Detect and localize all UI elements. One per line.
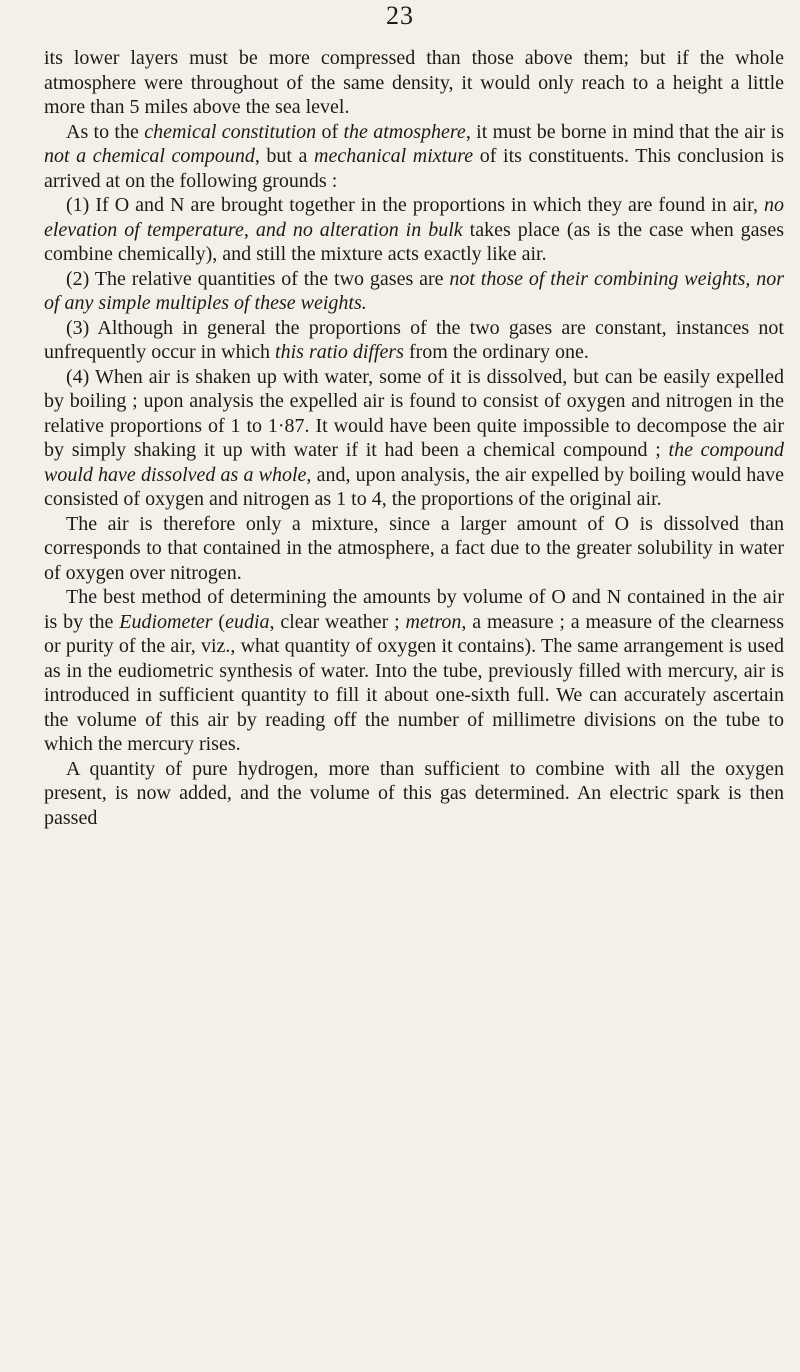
italic-text: no elevation of temperature, and no alteration in bulk xyxy=(44,194,784,241)
italic-text: chemical constitution xyxy=(144,120,317,143)
italic-text: mechanical mixture xyxy=(314,145,474,167)
italic-text: the atmosphere xyxy=(343,120,466,143)
text-run: ( xyxy=(212,610,226,633)
italic-text: eudia xyxy=(225,610,270,633)
italic-text: metron xyxy=(405,610,462,633)
text-run: its lower layers must be more compressed than those above them; but if the whole atmosphere were throughout of the same density, it would only reach to a height a little more than 5 miles above the sea level. xyxy=(44,47,784,118)
text-run: As to the xyxy=(66,120,145,143)
text-run: , but a xyxy=(254,145,315,167)
paragraph xyxy=(44,757,784,831)
paragraph xyxy=(44,267,784,316)
paragraph xyxy=(44,316,784,365)
italic-text: this ratio differs xyxy=(275,341,404,363)
text-run: of its constituents. This conclusion is arrived at on the following grounds : xyxy=(44,145,784,192)
paragraph xyxy=(44,46,784,120)
paragraph xyxy=(44,120,784,194)
paragraph xyxy=(44,512,784,586)
text-run: The air is therefore only a mixture, since a larger amount of O is dissolved than corresponds to that contained in the atmosphere, a fact due to the greater solubility in water of oxygen over nitrogen. xyxy=(44,512,784,584)
text-run: , and, upon analysis, the air expelled by boiling would have consisted of oxygen and nitrogen as 1 to 4, the proportions of the original air. xyxy=(44,463,784,510)
text-run: from the ordinary one. xyxy=(403,341,589,363)
text-run: takes place (as is the case when gases combine chemically), and still the mixture acts exactly like air. xyxy=(44,218,785,265)
text-run: A quantity of pure hydrogen, more than sufficient to combine with all the oxygen present, is now added, and the volume of this gas determined. An electric spark is then passed xyxy=(44,757,784,829)
paragraph xyxy=(44,585,784,757)
page-number: 23 xyxy=(386,1,414,30)
italic-text: not a chemical compound xyxy=(44,145,255,167)
text-run: , a measure ; a measure of the clearness or purity of the air, viz., what quantity of oxygen it contains). The same arrangement is used as in the eudiometric synthesis of water. Into the tube, previously filled with mercury, air is introduced in sufficient quantity to fill it about one-sixth full. We can accurately ascertain the volume of this air by reading off the number of millimetre divisions on the tube to which the mercury rises. xyxy=(44,610,784,755)
text-run: , it must be borne in mind that the air is xyxy=(465,120,784,143)
text-run: , clear weather ; xyxy=(269,610,406,633)
text-run: (2) The relative quantities of the two gases are xyxy=(66,267,450,290)
body-text xyxy=(44,46,784,830)
text-run: (3) Although in general the proportions of the two gases are constant, instances not unfrequently occur in which xyxy=(44,316,784,363)
italic-text: not those of their combining weights, nor of any simple multiples of these weights. xyxy=(44,267,785,314)
text-run: of xyxy=(316,120,344,143)
text-run: (4) When air is shaken up with water, some of it is dissolved, but can be easily expelled by boiling ; upon analysis the expelled air is found to consist of oxygen and nitrogen in the relative proportions of 1 to 1·87. It would have been quite impossible to decompose the air by simply shaking it up with water if it had been a chemical compound ; xyxy=(44,365,784,461)
text-run: (1) If O and N are brought together in the proportions in which they are found in air, xyxy=(66,194,764,216)
italic-text: Eudiometer xyxy=(119,610,213,633)
text-run: The best method of determining the amounts by volume of O and N contained in the air is by the xyxy=(44,586,784,633)
italic-text: the compound would have dissolved as a whole xyxy=(44,439,784,486)
paragraph xyxy=(44,365,784,512)
paragraph xyxy=(44,193,784,267)
